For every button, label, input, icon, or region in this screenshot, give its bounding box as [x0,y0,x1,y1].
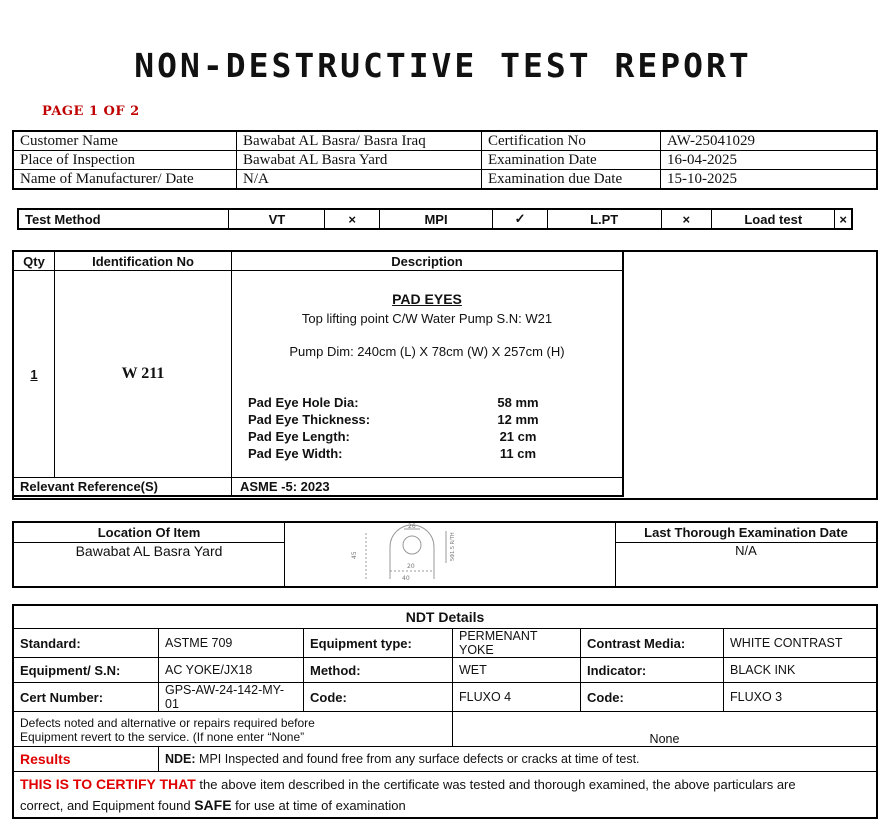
method-vt-mark: × [325,209,379,229]
pad-eye-specs [248,395,618,461]
ndt-value: ASTME 709 [159,629,304,658]
place-label: Place of Inspection [13,151,237,170]
identification-value: W 211 [55,271,232,478]
description-header: Description [232,251,624,271]
ndt-value: PERMENANT YOKE [453,629,581,658]
drawing-label-bottom: 40 [402,575,410,581]
pad-eye-drawing-svg [350,523,550,581]
drawing-label-mid: 20 [407,563,415,570]
method-mpi: MPI [379,209,492,229]
spec-value: 12 mm [497,412,539,427]
spec-value: 58 mm [497,395,539,410]
location-table [12,521,878,588]
ndt-value: GPS-AW-24-142-MY-01 [159,683,304,712]
defects-label-line-1: Defects noted and alternative or repairs required before [20,716,315,730]
spec-label: Pad Eye Hole Dia: [248,395,359,410]
location-header: Location Of Item [13,522,285,543]
certification-statement [13,772,877,819]
customer-value: Bawabat AL Basra/ Basra Iraq [237,131,482,151]
identification-header: Identification No [55,251,232,271]
certify-line-2 [20,795,870,816]
ndt-label: Code: [581,683,724,712]
place-value: Bawabat AL Basra Yard [237,151,482,170]
method-lpt: L.PT [547,209,661,229]
page-indicator: PAGE 1 OF 2 [42,104,140,119]
certify-red-text: THIS IS TO CERTIFY THAT [20,776,196,792]
certify-safe: SAFE [194,797,232,813]
ndt-value: AC YOKE/JX18 [159,658,304,683]
method-lpt-mark: × [661,209,712,229]
certify-line-1 [20,774,870,795]
results-label: Results [13,747,159,772]
qty-value: 1 [13,271,55,478]
spec-value: 11 cm [499,446,537,461]
location-value: Bawabat AL Basra Yard [13,543,285,587]
ndt-label: Code: [304,683,453,712]
manufacturer-label: Name of Manufacturer/ Date [13,170,237,190]
ndt-details-table [12,604,878,819]
certify-text-2b: for use at time of examination [235,798,406,813]
exam-date-label: Examination Date [482,151,661,170]
nde-text: MPI Inspected and found free from any surface defects or cracks at time of test. [199,752,640,766]
due-date-label: Examination due Date [482,170,661,190]
reference-value: ASME -5: 2023 [232,478,624,497]
exam-date-value: 16-04-2025 [661,151,878,170]
defects-label [13,712,453,747]
pad-eye-drawing [285,522,616,587]
method-mpi-mark: ✓ [493,209,548,229]
ndt-value: FLUXO 4 [453,683,581,712]
ndt-label: Equipment/ S.N: [13,658,159,683]
description-cell [232,271,624,478]
reference-label: Relevant Reference(S) [13,478,232,497]
nde-statement [159,747,878,772]
cert-no-value: AW-25041029 [661,131,878,151]
method-load-test: Load test [712,209,835,229]
pad-eye-hole [403,536,421,554]
method-vt: VT [229,209,325,229]
description-line-1: Top lifting point C/W Water Pump S.N: W21 [301,311,553,326]
ndt-label: Equipment type: [304,629,453,658]
customer-label: Customer Name [13,131,237,151]
drawing-label-left: 45 [351,551,358,559]
spec-label: Pad Eye Length: [248,429,350,444]
ndt-value: FLUXO 3 [724,683,878,712]
description-line-2: Pump Dim: 240cm (L) X 78cm (W) X 257cm (H) [289,344,565,359]
certify-text-1: the above item described in the certificate was tested and thorough examined, the above particulars are [199,777,796,792]
spec-label: Pad Eye Thickness: [248,412,371,427]
nde-label: NDE: [165,752,196,766]
ndt-label: Cert Number: [13,683,159,712]
spec-label: Pad Eye Width: [248,446,343,461]
ndt-value: WET [453,658,581,683]
items-table [12,250,624,497]
ndt-label: Indicator: [581,658,724,683]
report-title: NON-DESTRUCTIVE TEST REPORT [134,46,752,85]
ndt-label: Method: [304,658,453,683]
ndt-label: Contrast Media: [581,629,724,658]
info-table [12,130,878,190]
certify-text-2a: correct, and Equipment found [20,798,191,813]
ndt-label: Standard: [13,629,159,658]
defects-value: None [453,712,878,747]
qty-header: Qty [13,251,55,271]
drawing-label-right: 5Φ1.5 R/TH [450,532,456,561]
test-method-table [17,208,853,230]
test-method-label: Test Method [18,209,229,229]
ndt-value: WHITE CONTRAST [724,629,878,658]
ndt-value: BLACK INK [724,658,878,683]
defects-label-line-2: Equipment revert to the service. (If none enter “None” [20,730,305,744]
ndt-title: NDT Details [13,605,877,629]
manufacturer-value: N/A [237,170,482,190]
cert-no-label: Certification No [482,131,661,151]
description-title: PAD EYES [392,291,462,307]
due-date-value: 15-10-2025 [661,170,878,190]
spec-value: 21 cm [499,429,537,444]
last-exam-value: N/A [616,543,878,587]
last-exam-header: Last Thorough Examination Date [616,522,878,543]
method-load-test-mark: × [835,209,852,229]
drawing-label-top: 26 [408,523,416,530]
